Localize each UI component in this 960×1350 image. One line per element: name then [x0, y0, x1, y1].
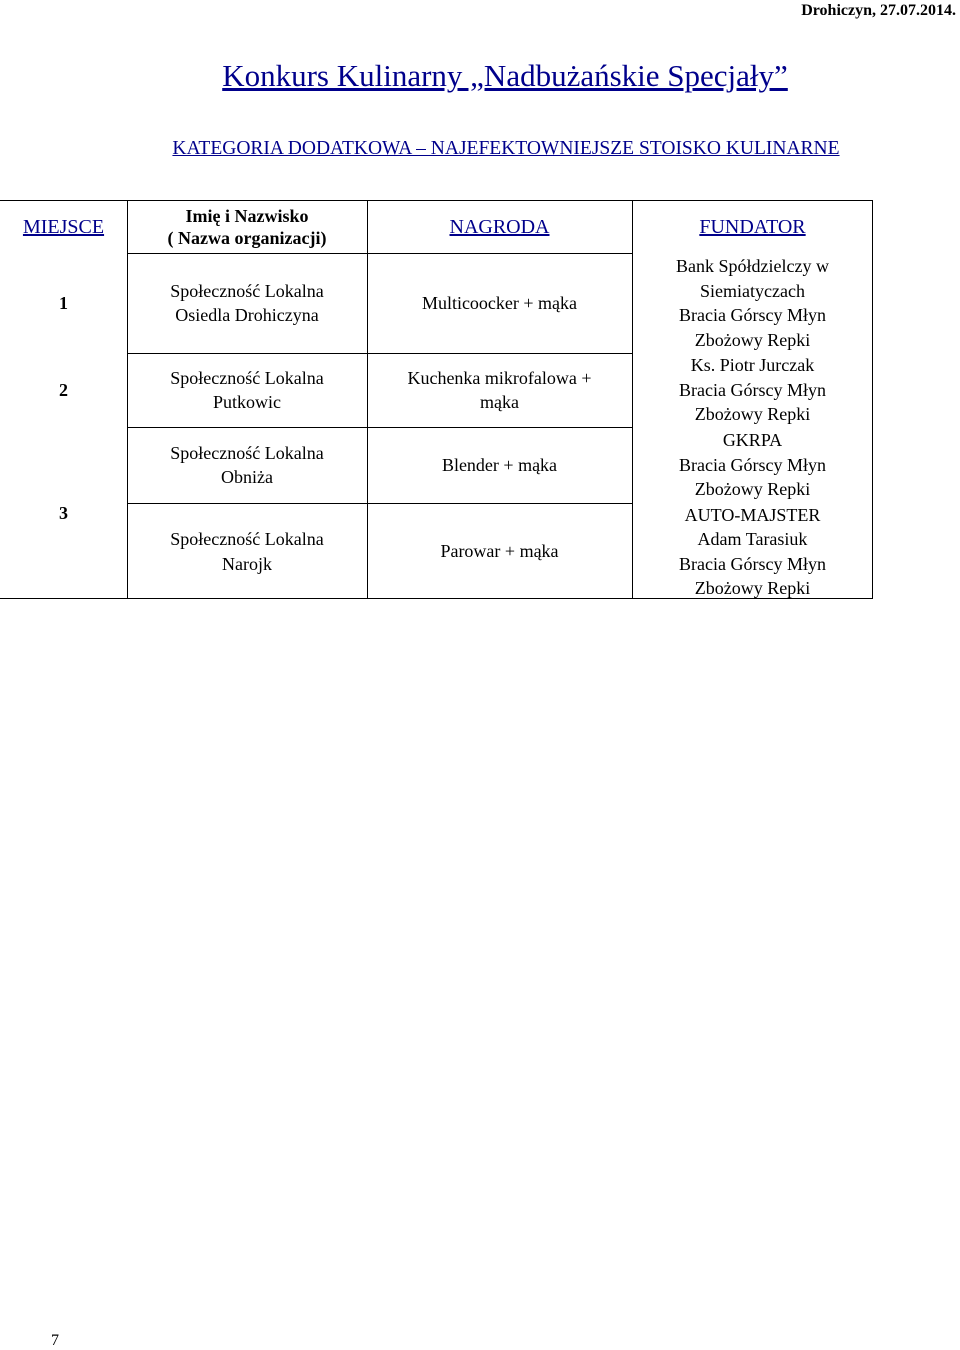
row1-name-line1: Społeczność Lokalna: [170, 280, 324, 301]
document-title: Konkurs Kulinarny „Nadbużańskie Specjały”: [222, 58, 788, 93]
row2-sponsor-line1: Ks. Piotr Jurczak: [690, 355, 815, 376]
row2-prize-line1: Kuchenka mikrofalowa +: [407, 367, 592, 388]
row1-sponsor-line4: Zbożowy Repki: [694, 329, 811, 350]
row3-place: 3: [59, 503, 68, 524]
row3-name-line2: Obniża: [221, 467, 273, 487]
row4-name-line2: Narojk: [222, 553, 272, 574]
row3-prize: [367, 427, 632, 503]
row4-sponsor-line4: Zbożowy Repki: [694, 578, 811, 598]
row1-prize: [367, 253, 632, 353]
row4-prize: [367, 503, 632, 600]
row2-name: [127, 353, 367, 427]
header-name-line1: Imię i Nazwisko: [185, 206, 309, 226]
row4-name-line1: Społeczność Lokalna: [170, 529, 324, 549]
row3-sponsor: [632, 427, 873, 503]
document-date: Drohiczyn, 27.07.2014.: [801, 2, 956, 19]
row1-place: 1: [59, 292, 68, 313]
row3-sponsor-line3: Zbożowy Repki: [694, 479, 811, 500]
row2-prize-line2: mąka: [480, 392, 519, 412]
header-name: [127, 201, 367, 253]
row2-place: 2: [59, 379, 68, 400]
header-name-line2: ( Nazwa organizacji): [167, 228, 327, 248]
row4-sponsor-line1: AUTO-MAJSTER: [684, 504, 821, 525]
row2-prize: [367, 353, 632, 427]
row4-sponsor-line3: Bracia Górscy Młyn: [679, 553, 826, 574]
row1-sponsor-line1: Bank Spółdzielczy w: [676, 256, 829, 276]
row3-prize-line1: Blender + mąka: [441, 454, 558, 475]
row1-sponsor: [632, 253, 873, 353]
row2-sponsor-line2: Bracia Górscy Młyn: [679, 379, 826, 400]
row2-sponsor: [632, 353, 873, 427]
page-number: 7: [51, 1332, 59, 1349]
row1-sponsor-line2: Siemiatyczach: [700, 280, 805, 301]
header-sponsor: FUNDATOR: [699, 215, 806, 238]
header-place: MIEJSCE: [22, 215, 105, 238]
row3-name: [127, 427, 367, 503]
document-subtitle: KATEGORIA DODATKOWA – NAJEFEKTOWNIEJSZE STOISKO KULINARNE: [172, 138, 840, 159]
row3-sponsor-line1: GKRPA: [722, 430, 783, 451]
row4-sponsor: [632, 503, 873, 600]
row1-sponsor-line3: Bracia Górscy Młyn: [679, 305, 826, 325]
row1-prize-line1: Multicoocker + mąka: [421, 292, 578, 313]
row2-name-line2: Putkowic: [212, 392, 281, 412]
row4-sponsor-line2: Adam Tarasiuk: [697, 529, 808, 549]
row3-sponsor-line2: Bracia Górscy Młyn: [679, 454, 826, 475]
results-table: [0, 200, 873, 599]
row2-name-line1: Społeczność Lokalna: [170, 367, 324, 388]
row4-name: [127, 503, 367, 600]
row1-name: [127, 253, 367, 353]
row3-name-line1: Społeczność Lokalna: [170, 442, 324, 463]
row4-prize-line1: Parowar + mąka: [440, 541, 559, 562]
row2-sponsor-line3: Zbożowy Repki: [694, 404, 811, 425]
header-prize: NAGRODA: [449, 215, 550, 238]
row1-name-line2: Osiedla Drohiczyna: [175, 305, 319, 325]
